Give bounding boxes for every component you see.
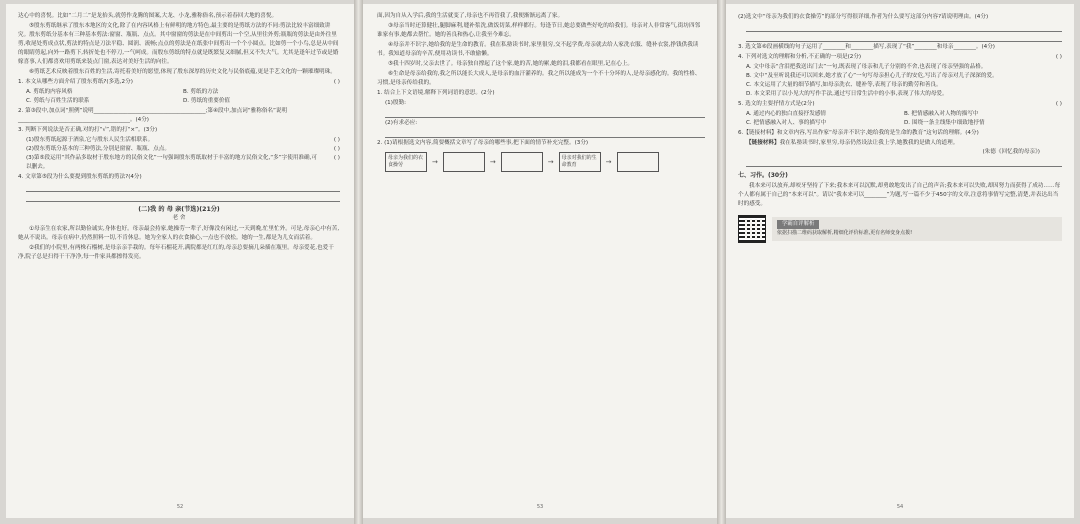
question-3-item-2 bbox=[18, 145, 340, 154]
option-b[interactable]: B. 剪纸的方法 bbox=[183, 89, 219, 95]
question-5 bbox=[738, 100, 1062, 109]
option-a[interactable]: A. 文中母亲“含泪把我送出门去”一句,既表现了母亲和儿子分别的不舍,也表现了母亲坚强的品格。 bbox=[746, 64, 987, 70]
arrow-icon: → bbox=[605, 157, 612, 166]
essay-prompt: 我本来可以放弃,却咬牙坚持了下来;我本来可以沉默,却勇敢地发出了自己的声音;我本来可以失败,却因努力而获得了成功……每个人都有属于自己的“本来可以”。请以“我本来可以________”为题,写一篇不少于450字的文章,注意将事情写完整,清楚,并表达出当时的感受。 bbox=[738, 183, 1061, 207]
question-3: 3. 判断下列说法是否正确,对的打“√”,错的打“×”。(3分) bbox=[18, 127, 158, 133]
paragraph-2: ②我们的小院里,有两株石榴树,是母亲亲手栽的。每年石榴花开,满院都是红红的,母亲总要摘几朵插在瓶里。母亲爱花,也爱干净,院子总是扫得干干净净,每一件家具都擦得发亮。 bbox=[18, 245, 334, 260]
question-3-item-1 bbox=[18, 136, 340, 145]
paragraph-4: ④母亲并不识字,她给我的是生命的教育。我在私塾读书时,家里很穷,交不起学费,母亲就去给人家洗衣服、缝补衣裳,挣钱供我读书。我知道母亲的辛苦,便用功读书,不敢偷懒。 bbox=[377, 42, 699, 57]
question-1: 1. 结合上下文语境,解释下列词语的意思。(2分) bbox=[377, 90, 495, 96]
flow-box-blank[interactable] bbox=[443, 152, 485, 172]
page-number: 53 bbox=[536, 504, 544, 510]
link-material bbox=[738, 139, 1062, 148]
answer-paren[interactable]: ( ) bbox=[1055, 54, 1062, 60]
paragraph-6: ⑥剪纸艺术反映着殷东百姓的生活,寄托着美好的愿望,体现了殷东深厚的历史文化与民俗底蕴,更是手艺文化的一颗璀璨明珠。 bbox=[29, 69, 336, 75]
answer-paren[interactable]: ( ) bbox=[333, 137, 340, 143]
option-c[interactable]: C. 剪纸与百姓生活的联系 bbox=[26, 98, 90, 104]
item-text: (3)第⑤段运用“其作品多取材于殷东地方的民俗文化”一句强调殷东剪纸取材于丰富的地方民俗文化,“多”字使用准确,可以删去。 bbox=[26, 155, 317, 170]
link-source: (朱德《回忆我的母亲》) bbox=[982, 149, 1040, 155]
qr-info bbox=[772, 217, 1062, 241]
item-text: (2)殷东剪纸分基本的三种剪法,分别是窗窗、瓶瓶、点点。 bbox=[26, 146, 170, 152]
section-7-title: 七、习作。(30分) bbox=[738, 172, 788, 179]
question-1-item-2 bbox=[377, 119, 705, 128]
option-a[interactable]: A. 剪纸的内容风格 bbox=[26, 89, 73, 95]
section-title: (二)我 的 母 亲(节选)(21分) bbox=[138, 206, 220, 213]
answer-line[interactable] bbox=[746, 158, 1062, 167]
option-a[interactable]: A. 通过内心的独白直接抒发感情 bbox=[746, 111, 827, 117]
item-label: (1)殷勤: bbox=[385, 100, 406, 106]
paragraph-5: ⑤殷东剪纸继承了殷东本地区的文化,除了在内容风格上有鲜明的地方特色,最主要的是剪纸方法的不同:剪法比较丰富细致讲究。殷东剪纸分基本有三种基本剪法:窗窗、瓶瓶、点点。其中窗窗的剪法是在中间剪出一个空,从里往外剪;瓶瓶的剪法是由外往里剪,收尾处剪成点状,剪法的特点是刀法平稳、圆润、流畅;点点的剪法是在纸张中间剪出一个个小圆点。比如剪一个小鸟,总是从中间的眼睛剪起,向外一路剪下,转折处也不停刀,一气呵成。而殷东剪纸的特点就是既繁复又细腻,但又不失大气。尤其是逢年过节或是婚嫁喜事,人们都喜欢用剪纸来装点门窗,表达对美好生活的向往。 bbox=[18, 23, 339, 65]
item-label: (2)有求必应: bbox=[385, 120, 418, 126]
answer-paren[interactable]: ( ) bbox=[333, 146, 340, 152]
arrow-icon: → bbox=[432, 157, 438, 166]
answer-paren[interactable]: ( ) bbox=[333, 155, 340, 161]
option-d[interactable]: D. 本文采用了以小见大的写作手法,通过写日常生活中的小事,表现了伟大的母爱。 bbox=[746, 91, 948, 97]
answer-line[interactable] bbox=[746, 23, 1062, 32]
question-2: 2. (1)请根据选文内容,简要概括文章写了母亲的哪些事,把下面的情节补充完整。(3分) bbox=[377, 140, 589, 146]
option-d[interactable]: D. 剪纸的重要价值 bbox=[183, 98, 231, 104]
paragraph-5: ⑤我十四岁时,父亲去世了。母亲独自撑起了这个家,她的苦,她的累,她的泪,我都看在眼里,记在心上。 bbox=[388, 61, 634, 67]
answer-line[interactable] bbox=[746, 33, 1062, 42]
page-54 bbox=[726, 4, 1074, 518]
question-1-text: 1. 本文从哪些方面介绍了殷东剪纸?(多选,2分) bbox=[18, 79, 133, 85]
question-3-item-3 bbox=[18, 154, 340, 172]
paragraph-1: ①母亲生在农家,所以勤俭诚实,身体也好。母亲最会持家,她操劳一辈子,好像没有闲过,一天到晚,忙里忙外。可是,母亲心中有苦,她从不说出。母亲在病中,仍然照料一切,不肯休息。她为全家人的衣食操心,一点也不放松。她的一生,都是为儿女而活着。 bbox=[18, 226, 340, 241]
page-52 bbox=[6, 4, 354, 518]
question-5-options bbox=[738, 110, 1062, 128]
question-2: 2. 第③段中,加点词“照例”说明________________________________________;第④段中,加点词“雅称俗名”说明________________________________________。(4分) bbox=[18, 108, 288, 123]
qr-band bbox=[738, 215, 1062, 243]
link-label: 【链接材料】 bbox=[746, 140, 780, 146]
link-text: 我在私塾读书时,家里穷,母亲仍然设法让我上学,她教我的是做人的道理。 bbox=[779, 140, 959, 146]
qr-desc: 依据扫描二维码获取解析,精细化评价标准,更有名师变身点拨! bbox=[777, 230, 913, 236]
gutter bbox=[717, 0, 726, 524]
arrow-icon: → bbox=[547, 157, 554, 166]
question-4: 4. 文章第⑤段为什么要提到殷东剪纸的剪法?(4分) bbox=[18, 174, 142, 180]
flow-box-blank[interactable] bbox=[501, 152, 543, 172]
question-2b: (2)选文中“母亲为我们的衣食操劳”的部分写得很详细,作者为什么要写这部分内容?请说明理由。(4分) bbox=[738, 14, 989, 20]
tail-line: 面,因为自从入学后,我的生活就变了,母亲也不再管我了,我便渐渐远离了家。 bbox=[377, 13, 564, 19]
page-number: 52 bbox=[176, 504, 184, 510]
answer-line[interactable] bbox=[26, 193, 340, 202]
question-1-options bbox=[18, 88, 340, 106]
answer-line[interactable] bbox=[385, 109, 705, 118]
question-1 bbox=[18, 78, 340, 87]
question-4 bbox=[738, 53, 1062, 62]
answer-line[interactable] bbox=[385, 129, 705, 138]
question-1-item-1 bbox=[377, 99, 705, 108]
arrow-icon: → bbox=[489, 157, 496, 166]
plot-flow-chart bbox=[385, 152, 705, 172]
page-53 bbox=[363, 4, 717, 518]
paragraph-3: ③母亲当时还算健壮,腿脚麻利,缝补浆洗,做饭切菜,样样都行。每逢节日,她总要做些好吃的给我们。母亲对人非常客气,街坊四邻谁家有事,她都去帮忙。她的善良和热心,让我至今难忘。 bbox=[377, 23, 701, 38]
intro-tail: 达心中的喜悦。比如“二月二”是龙抬头,就剪作龙腾的图案,大龙、小龙,雅称俗名,预示着春回大地的喜悦。 bbox=[18, 13, 278, 19]
question-4-text: 4. 下列对选文的理解和分析,不正确的一项是(2分) bbox=[738, 54, 862, 60]
flow-box-first: 母亲为我们的衣食操劳 bbox=[385, 152, 427, 172]
paragraph-6: ⑥生命是母亲给我的,我之所以能长大成人,是母亲的血汗灌养的。我之所以能成为一个不十分坏的人,是母亲感化的。我的性格、习惯,是母亲传给我的。 bbox=[377, 71, 701, 86]
gutter bbox=[354, 0, 363, 524]
page-number: 54 bbox=[896, 504, 904, 510]
qr-title: 学霸自评解析 bbox=[777, 220, 819, 229]
answer-line[interactable] bbox=[26, 183, 340, 192]
qr-code-icon[interactable] bbox=[738, 215, 766, 243]
option-c[interactable]: C. 把情感融入对人、事的描写中 bbox=[746, 120, 827, 126]
answer-paren[interactable]: ( ) bbox=[333, 79, 340, 85]
option-b[interactable]: B. 文中“及至听说我还可以回来,她才放了心”一句写母亲担心儿子的安危,写出了母亲对儿子深深的爱。 bbox=[746, 73, 998, 79]
author: 老 舍 bbox=[172, 215, 186, 221]
question-3: 3. 选文第⑥段画横线的句子运用了________和________描写,表现了“我”________和母亲________。(4分) bbox=[738, 44, 995, 50]
option-c[interactable]: C. 本文运用了大量的细节描写,如母亲洗衣、缝补等,表现了母亲的勤劳和善良。 bbox=[746, 82, 942, 88]
item-text: (1)殷东剪纸起源于酒泉,它与殷东人民生活相联系。 bbox=[26, 137, 154, 143]
flow-box-last: 母亲对我们的生命教育 bbox=[559, 152, 601, 172]
question-6: 6.【链接材料】和文章内容,写出作家“母亲并不识字,她给我的是生命的教育”这句话的理解。(4分) bbox=[738, 130, 979, 136]
option-d[interactable]: D. 围绕一条主线集中细致地抒情 bbox=[904, 120, 985, 126]
flow-box-blank[interactable] bbox=[617, 152, 659, 172]
option-b[interactable]: B. 把情感融入对人物的描写中 bbox=[904, 111, 979, 117]
question-5-text: 5. 选文的主要抒情方式是(2分) bbox=[738, 101, 815, 107]
answer-paren[interactable]: ( ) bbox=[1055, 101, 1062, 107]
